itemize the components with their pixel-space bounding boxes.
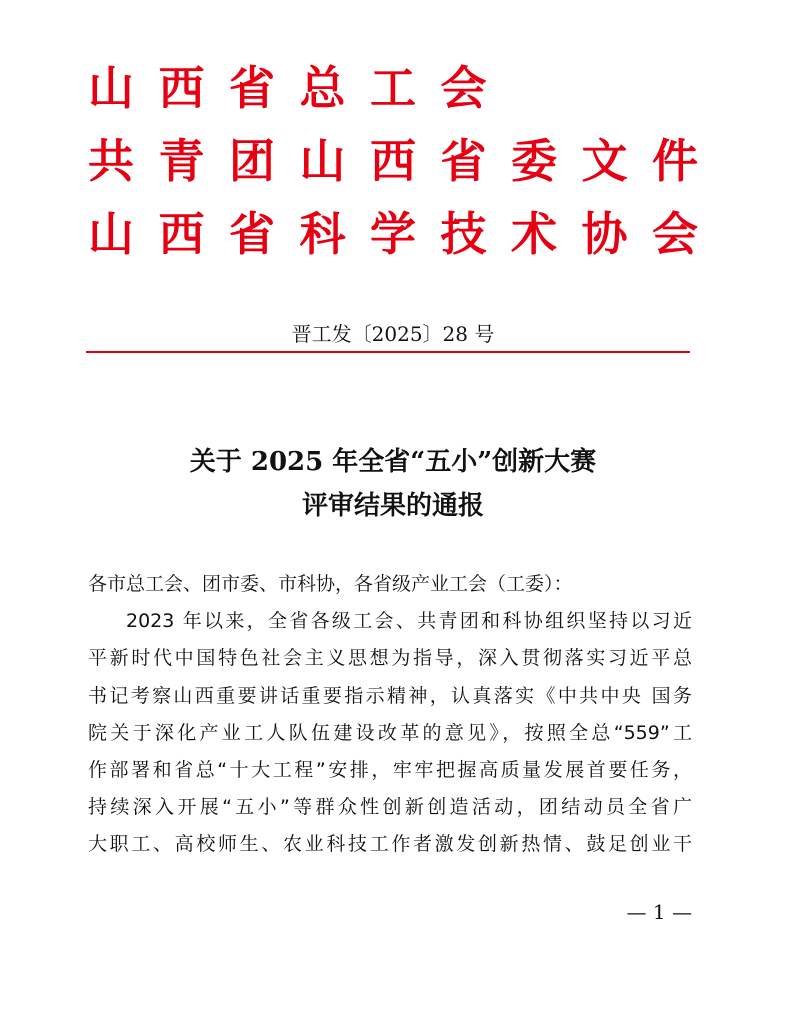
body-line: 作部署和省总“十大工程”安排，牢牢把握高质量发展首要任务， bbox=[88, 758, 692, 781]
issuer-char: 术 bbox=[511, 207, 557, 261]
issuer-char: 西 bbox=[158, 61, 205, 115]
issuer-char: 西 bbox=[370, 134, 416, 188]
red-separator-line bbox=[86, 351, 690, 353]
issuer-char: 青 bbox=[158, 134, 205, 188]
issuer-char: 工 bbox=[370, 61, 416, 115]
issuer-char: 会 bbox=[440, 61, 487, 115]
document-number: 晋工发〔2025〕28 号 bbox=[291, 322, 495, 346]
issuer-char: 科 bbox=[299, 207, 346, 261]
issuer-char: 西 bbox=[158, 207, 205, 261]
document-title bbox=[0, 440, 786, 528]
title-line-2: 评审结果的通报 bbox=[301, 491, 484, 521]
issuer-char: 总 bbox=[299, 61, 346, 115]
document-body bbox=[88, 566, 692, 864]
issuing-organizations bbox=[88, 52, 698, 271]
body-line: 院关于深化产业工人队伍建设改革的意见》，按照全总“559”工 bbox=[88, 721, 692, 744]
issuer-char: 省 bbox=[229, 207, 275, 261]
page-number: — 1 — bbox=[626, 900, 692, 924]
issuer-char: 山 bbox=[88, 207, 134, 261]
issuer-char: 团 bbox=[229, 134, 275, 188]
issuer-char: 省 bbox=[440, 134, 487, 188]
body-line: 书记考察山西重要讲话重要指示精神，认真落实《中共中央 国务 bbox=[88, 684, 692, 707]
issuer-char: 委 bbox=[511, 134, 557, 188]
body-line: 大职工、高校师生、农业科技工作者激发创新热情、鼓足创业干 bbox=[88, 833, 692, 856]
issuer-char: 学 bbox=[370, 207, 416, 261]
issuer-char: 山 bbox=[299, 134, 346, 188]
salutation-line: 各市总工会、团市委、市科协，各省级产业工会（工委）： bbox=[88, 573, 573, 595]
issuer-line-provincial-trade-union bbox=[88, 52, 698, 125]
title-line-1: 关于 2025 年全省“五小”创新大赛 bbox=[189, 447, 597, 477]
issuer-char: 山 bbox=[88, 61, 134, 115]
issuer-char: 省 bbox=[229, 61, 275, 115]
issuer-char: 共 bbox=[88, 134, 134, 188]
body-line: 持续深入开展“五小”等群众性创新创造活动，团结动员全省广 bbox=[88, 796, 692, 819]
issuer-line-youth-league-document bbox=[88, 125, 698, 198]
issuer-line-science-association bbox=[88, 198, 698, 271]
body-line: 2023 年以来，全省各级工会、共青团和科协组织坚持以习近 bbox=[126, 610, 692, 633]
issuer-char: 协 bbox=[581, 207, 628, 261]
issuer-char: 件 bbox=[652, 134, 698, 188]
issuer-char: 技 bbox=[440, 207, 487, 261]
body-line: 平新时代中国特色社会主义思想为指导，深入贯彻落实习近平总 bbox=[88, 647, 692, 670]
issuer-char: 会 bbox=[652, 207, 698, 261]
issuer-char: 文 bbox=[581, 134, 628, 188]
